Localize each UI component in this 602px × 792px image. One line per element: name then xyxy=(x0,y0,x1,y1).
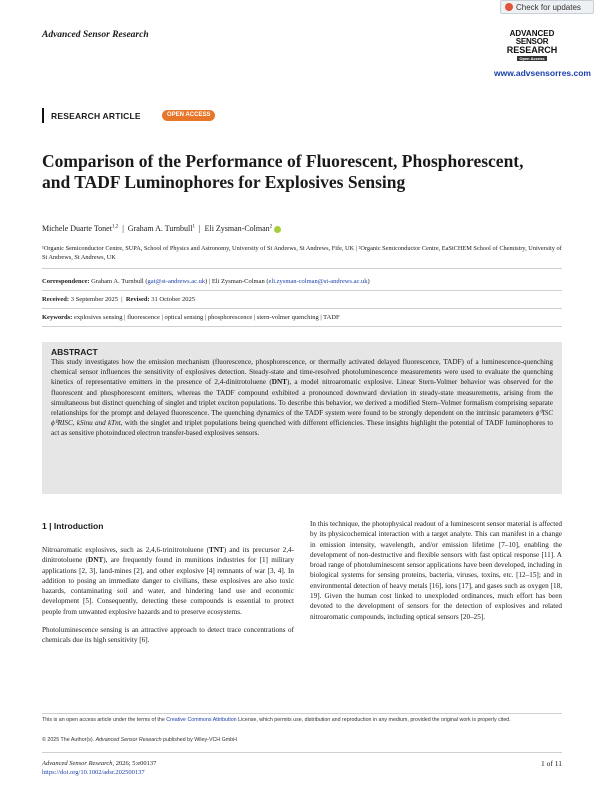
article-type: RESEARCH ARTICLE xyxy=(51,111,141,121)
correspondence-text: Graham A. Turnbull ( xyxy=(91,278,148,285)
citation-journal: Advanced Sensor Research xyxy=(42,760,113,767)
citation xyxy=(42,759,156,777)
author-name[interactable]: Graham A. Turnbull xyxy=(127,224,193,233)
author-name[interactable]: Eli Zysman-Colman xyxy=(204,224,270,233)
text: © 2025 The Author(s). xyxy=(42,737,96,743)
check-updates-label: Check for updates xyxy=(516,2,581,12)
revised-label: Revised: xyxy=(125,296,150,303)
author-affil-sup: 1,2 xyxy=(111,224,119,230)
license-note xyxy=(42,716,562,724)
logo-line1: ADVANCED xyxy=(509,29,555,38)
author-name[interactable]: Michele Duarte Tonet xyxy=(42,224,112,233)
revised-date: 31 October 2025 xyxy=(151,296,195,303)
section-heading: 1 | Introduction xyxy=(42,521,104,531)
text: published by Wiley-VCH GmbH xyxy=(161,737,237,743)
text: ), are frequently found in munitions industries for [1] military applications [2, 3], land-mines [2], and other explosive [4] remnants of war [3, 4]. In addition to posing an immediate danger to civilians, these explosives are also toxic hazards, contaminating soil and water, and hindering land use and economic development [5]. Consequently, detecting these compounds is essential to protect people from unwanted explosive hazards and to preserve ecosystems. xyxy=(42,556,294,616)
keywords-label: Keywords: xyxy=(42,314,73,321)
author-list: Michele Duarte Tonet$^{1,2}$ | Graham A. Turnbull$^1$ | Eli Zysman-Colman$^2$ xyxy=(42,224,562,233)
abstract-heading: ABSTRACT xyxy=(51,347,98,357)
correspondence-text: ) xyxy=(367,278,370,285)
correspondence-label: Correspondence: xyxy=(42,278,90,285)
column-left xyxy=(42,545,294,654)
abstract-dnt: DNT xyxy=(271,378,287,387)
abstract-body xyxy=(51,357,553,439)
license-link[interactable]: Creative Commons Attribution xyxy=(166,717,237,723)
journal-name: Advanced Sensor Research xyxy=(42,30,149,40)
text: License, which permits use, distribution and reproduction in any medium, provided the original work is properly cited. xyxy=(236,717,511,723)
correspondence xyxy=(42,277,562,286)
divider xyxy=(42,326,562,327)
abstract-text: , with the singlet and triplet populations being quenched with different efficiencies. These insights highlight the potential of TADF luminophores to act as sensitive photoinduced electron transfer-based explosives sensors. xyxy=(51,419,553,438)
email-link[interactable]: gat@st-andrews.ac.uk xyxy=(147,278,206,285)
abstract-text: This study investigates how the emission mechanism (fluorescence, phosphorescence, or thermally activated delayed fluorescence, TADF) of a luminescence-quenching chemical sensor influences the sensitivity of explosives detection. Steady-state and time-resolved photoluminescence measurements were used to evaluate the quenching kinetics of representative emitters in the presence of 2,4-dinitrotoluene ( xyxy=(51,358,553,387)
divider xyxy=(42,268,562,269)
footnote-divider xyxy=(42,713,562,714)
citation-rest: , 2026; 5:e00137 xyxy=(112,760,157,767)
orcid-icon[interactable] xyxy=(274,226,281,233)
text-italic: Advanced Sensor Research xyxy=(95,737,162,743)
author-affil-sup: 2 xyxy=(269,224,273,230)
check-updates-button[interactable] xyxy=(500,0,594,14)
doi-link[interactable]: https://doi.org/10.1002/adsr.202500137 xyxy=(42,769,145,776)
dates: Received: 3 September 2025 | Revised: 31 October 2025 xyxy=(42,296,195,303)
journal-url-link[interactable]: www.advsensorres.com xyxy=(493,68,591,78)
logo-tag: Open Access xyxy=(519,56,545,61)
column-right xyxy=(310,519,562,630)
divider xyxy=(42,290,562,291)
paragraph xyxy=(42,545,294,617)
received-label: Received: xyxy=(42,296,70,303)
crossmark-icon xyxy=(505,3,513,11)
correspondence-text: ) | Eli Zysman-Colman ( xyxy=(205,278,269,285)
paper-title: Comparison of the Performance of Fluorescent, Phosphorescent, and TADF Luminophores for Explosives Sensing xyxy=(42,151,524,192)
author-affil-sup: 1 xyxy=(192,224,195,230)
logo-line3: RESEARCH xyxy=(506,45,558,55)
abstract-text: ), a model nitroaromatic explosive. Linear Stern-Volmer behavior was observed for the fluorescent and phosphorescent emitters, whereas the TADF compound exhibited a pronounced downward deviation in steady-state measurements, arising from the simultaneous but distinct quenching of singlet and triplet exciton populations. To describe this behavior, we derived a modified Stern–Volmer formalism comprising separate relationships for the prompt and delayed fluorescence. The quenching dynamics of the TADF system were found to be strongly dependent on the intrinsic parameters xyxy=(51,378,553,418)
divider xyxy=(42,308,562,309)
keywords-text: explosives sensing | fluorescence | optical sensing | phosphorescence | stern-volmer quenching | TADF xyxy=(73,314,340,321)
page-number: 1 of 11 xyxy=(541,759,562,768)
affiliations: ¹Organic Semiconductor Centre, SUPA, School of Physics and Astronomy, University of St Andrews, St Andrews, Fife, UK | ²Organic Semiconductor Centre, EaStCHEM School of Chemistry, University of St Andrews, St Andrews, UK xyxy=(42,245,562,261)
journal-logo xyxy=(502,30,562,62)
received-date: 3 September 2025 xyxy=(70,296,118,303)
logo-line2: SENSOR xyxy=(515,37,549,46)
footer-divider xyxy=(42,752,562,753)
text: This is an open access article under the terms of the xyxy=(42,717,167,723)
text: Nitroaromatic explosives, such as 2,4,6-trinitrotoluene ( xyxy=(42,546,210,554)
copyright-note xyxy=(42,736,562,744)
paragraph: Photoluminescence sensing is an attractive approach to detect trace concentrations of chemicals due its high sensitivity [6]. xyxy=(42,626,294,645)
text: ) and its precursor 2,4-dinitrotoluene ( xyxy=(42,546,294,565)
article-type-bar xyxy=(42,108,44,123)
keywords xyxy=(42,313,562,322)
abstract-params: ϕ⁰ISC ϕ⁰RISC, kSinu and kTnt xyxy=(51,409,553,428)
text-bold: TNT xyxy=(209,546,224,554)
email-link[interactable]: eli.zysman-colman@st-andrews.ac.uk xyxy=(268,278,368,285)
paragraph: In this technique, the photophysical readout of a luminescent sensor material is affected by its physicochemical interaction with a target analyte. This can manifest in a change in emission intensity, wavelength, and/or emission lifetime [7–10], enabling the development of non-destructive and flexible sensors with fast optical response [11]. A broad range of photoluminescent sensor applications have been developed, including in biological systems for sensing proteins, bacteria, viruses, toxins, etc. [12–15]; and in environmental detection of heavy metals [16], ions [17], and gases such as oxygen [18, 19]. Given the human cost linked to unexploded ordinances, much effort has been devoted to the development of sensors for the detection of explosives and related nitroaromatic compounds, including optical sensors [20–25]. xyxy=(310,520,562,621)
open-access-badge: OPEN ACCESS xyxy=(162,110,215,121)
text-bold: DNT xyxy=(88,556,104,565)
